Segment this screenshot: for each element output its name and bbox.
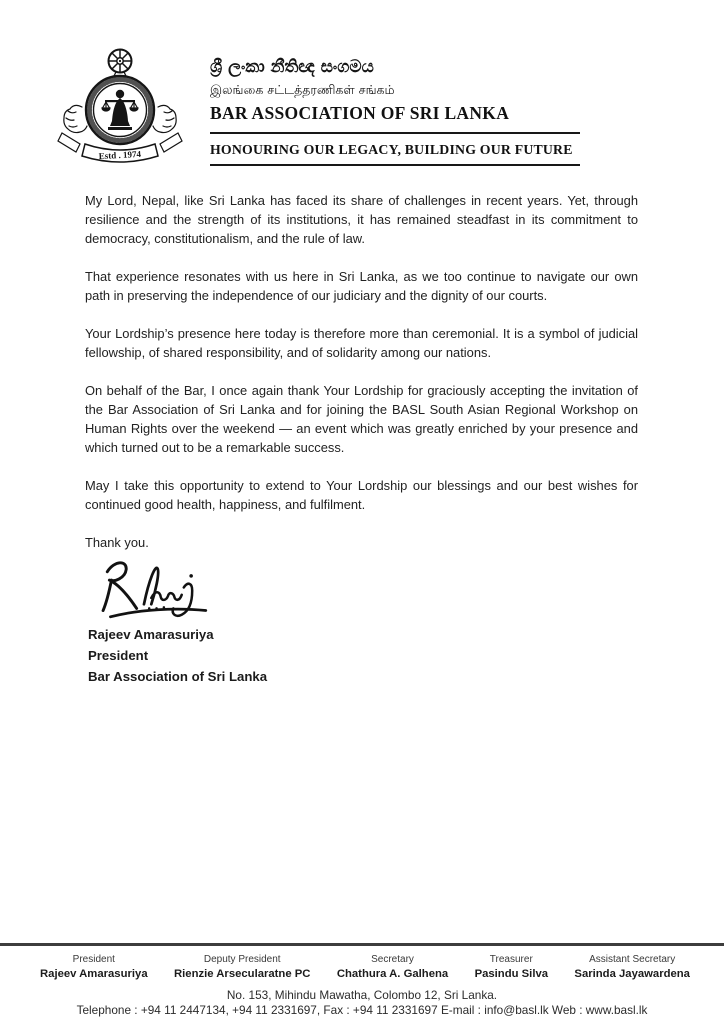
- contact-line: Telephone : +94 11 2447134, +94 11 2331697, Fax : +94 11 2331697 E-mail : info@basl.lk Web : www.basl.lk: [76, 1003, 648, 1017]
- signature-block: [88, 556, 388, 687]
- header-tagline: HONOURING OUR LEGACY, BUILDING OUR FUTURE: [210, 142, 573, 157]
- logo-estd-text: Estd . 1974: [98, 148, 142, 162]
- header-rule-top: [210, 132, 580, 134]
- org-name-tamil: இலங்கை சட்டத்தரணிகள் சங்கம்: [210, 82, 395, 97]
- officer-assistant-secretary: [574, 954, 690, 980]
- signatory-org: Bar Association of Sri Lanka: [88, 669, 268, 684]
- address-line: No. 153, Mihindu Mawatha, Colombo 12, Sri Lanka.: [226, 988, 498, 1002]
- signature-handwriting-icon: [88, 556, 223, 621]
- paragraph-1: My Lord, Nepal, like Sri Lanka has faced its share of challenges in recent years. Yet, through resilience and the strength of its institutions, it has remained steadfast in its commitment to democracy, constitutionalism, and the rule of law.: [85, 193, 638, 246]
- officer-title: Treasurer: [489, 954, 533, 965]
- officer-treasurer: [475, 954, 548, 980]
- officer-secretary: [337, 954, 448, 980]
- basl-logo: [56, 45, 184, 169]
- officer-title: President: [72, 954, 115, 965]
- signatory-title: President: [88, 648, 149, 663]
- paragraph-2: That experience resonates with us here in Sri Lanka, as we too continue to navigate our own path in preserving the independence of our judiciary and the dignity of our courts.: [85, 269, 638, 303]
- officer-president: [40, 954, 148, 980]
- officer-deputy-president: [174, 954, 310, 980]
- right-lion: [153, 105, 176, 132]
- officer-name: Pasindu Silva: [474, 968, 549, 980]
- closing-line: Thank you.: [85, 535, 149, 550]
- org-name-english: BAR ASSOCIATION OF SRI LANKA: [210, 103, 510, 123]
- letterhead: [210, 57, 580, 166]
- paragraph-4: On behalf of the Bar, I once again thank Your Lordship for graciously accepting the invitation of the Bar Association of Sri Lanka and for joining the BASL South Asian Regional Workshop on Human Rights over the weekend — an event which was greatly enriched by your presence and which turned out to be a remarkable success.: [85, 383, 638, 455]
- basl-logo-emblem: [56, 45, 184, 169]
- paragraph-5: May I take this opportunity to extend to Your Lordship our blessings and our best wishes for continued good health, happiness, and fulfilment.: [85, 478, 638, 512]
- footer-rule: [0, 943, 724, 946]
- paragraph-3: Your Lordship’s presence here today is therefore more than ceremonial. It is a symbol of judicial fellowship, of shared responsibility, and of solidarity among our nations.: [85, 326, 638, 360]
- officer-title: Assistant Secretary: [589, 954, 676, 965]
- officer-name: Chathura A. Galhena: [336, 968, 449, 980]
- officers-row: [40, 954, 690, 980]
- officer-name: Rienzie Arsecularatne PC: [174, 968, 311, 980]
- org-name-sinhala: ශ්‍රී ලංකා නීතිඥ සංගමය: [210, 57, 374, 77]
- officer-title: Deputy President: [203, 954, 281, 965]
- officer-title: Secretary: [371, 954, 414, 965]
- officer-name: Rajeev Amarasuriya: [40, 968, 148, 980]
- header-rule-bottom: [210, 164, 580, 166]
- letter-body: [85, 191, 638, 552]
- officer-name: Sarinda Jayawardena: [574, 968, 690, 980]
- signatory-name: Rajeev Amarasuriya: [88, 627, 214, 642]
- left-lion: [64, 105, 87, 132]
